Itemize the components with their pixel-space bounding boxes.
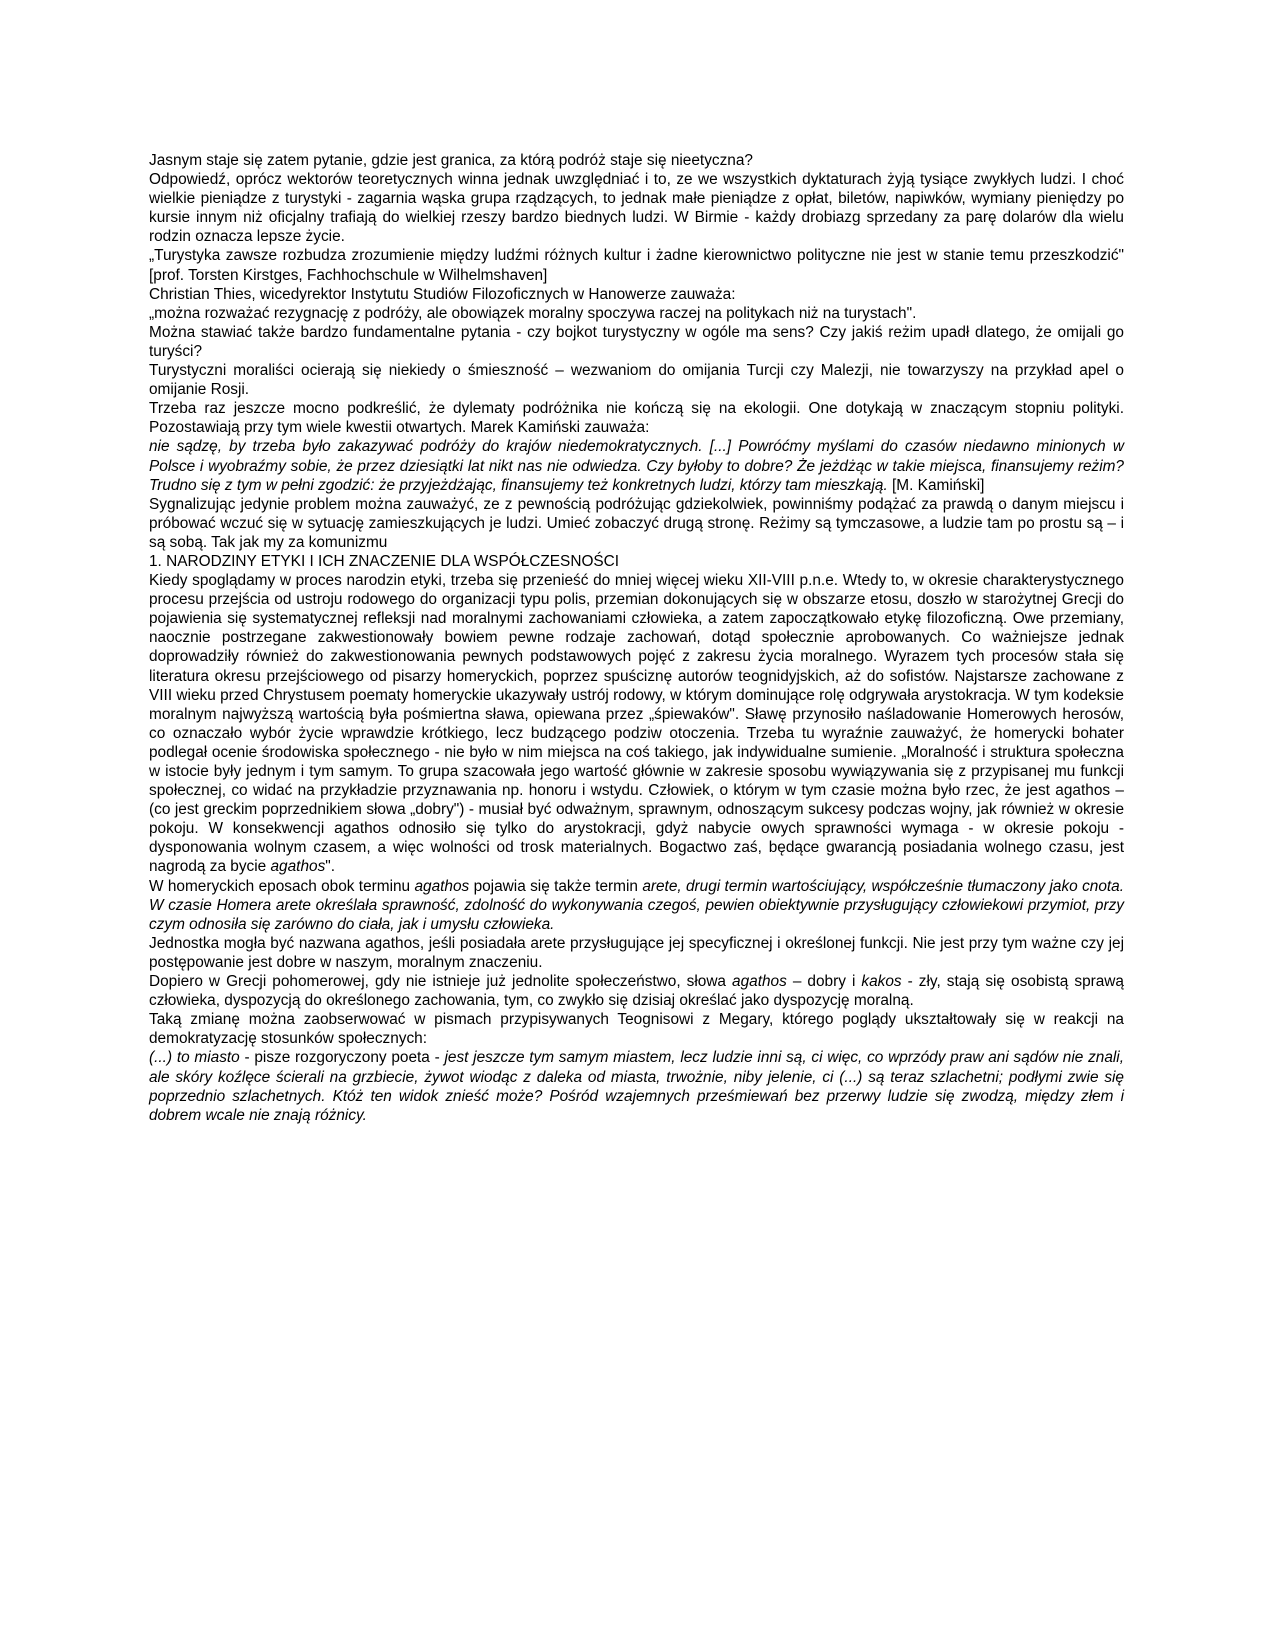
paragraph: Jednostka mogła być nazwana agathos, jeśli posiadała arete przysługujące jej specyficznej i określonej funkcji. Nie jest przy tym ważne czy jej postępowanie jest dobre w naszym, moralnym znaczeniu. xyxy=(149,934,1124,971)
document-page xyxy=(149,151,1124,1125)
quote-paragraph: „Turystyka zawsze rozbudza zrozumienie między ludźmi różnych kultur i żadne kierownictwo polityczne nie jest w stanie temu przeszkodzić" [prof. Torsten Kirstges, Fachhochschule w Wilhelmshaven] xyxy=(149,247,1124,284)
paragraph: Kiedy spoglądamy w proces narodzin etyki, trzeba się przenieść do mniej więcej wieku XII-VIII p.n.e. Wtedy to, w okresie charakterystycznego procesu przejścia od ustroju rodowego do organizacji typu polis, przemian dokonujących się w obszarze etosu, doszło w starożytnej Grecji do pojawienia się systematycznej refleksji nad moralnymi zachowaniami człowieka, a zatem zapoczątkowało etykę filozoficzną. Owe przemiany, naocznie postrzegane zakwestionowały bowiem pewne rodzaje zachowań, dotąd społecznie aprobowanych. Co ważniejsze jednak doprowadziły również do zakwestionowania pewnych podstawowych pojęć z zakresu życia moralnego. Wyrazem tych procesów stała się literatura okresu przejściowego od pisarzy homeryckich, poprzez spuściznę autorów teognidyjskich, aż do sofistów. Najstarsze zachowane z VIII wieku przed Chrystusem poematy homeryckie ukazywały ustrój rodowy, w którym dominujące rolę odgrywała arystokracja. W tym kodeksie moralnym najwyższą wartością była pośmiertna sława, opiewana przez „śpiewaków". Sławę przynosiło naśladowanie Homerowych herosów, co oznaczało wybór życie wprawdzie krótkiego, lecz budzącego podziw otoczenia. Trzeba tu wyraźnie zauważyć, że homerycki bohater podlegał ocenie środowiska społecznego - nie było w nim miejsca na coś takiego, jak indywidualne sumienie. „Moralność i struktura społeczna w istocie były jednym i tym samym. To grupa szacowała jego wartość głównie w zakresie sposobu wywiązywania się z przypisanej mu funkcji społecznej, co widać na przykładzie przyznawania np. honoru i wstydu. Człowiek, o którym w tym czasie można było rzec, że jest agathos – (co jest greckim poprzednikiem słowa „dobry") - musiał być odważnym, sprawnym, odnoszącym sukcesy podczas wojny, jak również w okresie pokoju. W konsekwencji agathos odnosiło się tylko do arystokracji, gdyż nabycie owych sprawności wymaga - w okresie pokoju - dysponowania wolnym czasem, a więc wolności od trosk materialnych. Bogactwo zaś, będące gwarancją posiadania wolnego czasu, jest nagrodą za bycie agathos". xyxy=(149,572,1124,876)
quote-reference: [M. Kamiński] xyxy=(887,476,985,494)
paragraph: Turystyczni moraliści ocierają się niekiedy o śmieszność – wezwaniom do omijania Turcji czy Malezji, nie towarzyszy na przykład apel o omijanie Rosji. xyxy=(149,362,1124,399)
paragraph: Trzeba raz jeszcze mocno podkreślić, że dylematy podróżnika nie kończą się na ekologii. One dotykają w znaczącym stopniu polityki. Pozostawiają przy tym wiele kwestii otwartych. Marek Kamiński zauważa: xyxy=(149,400,1124,437)
quote-paragraph: „można rozważać rezygnację z podróży, ale obowiązek moralny spoczywa raczej na politykach niż na turystach". xyxy=(149,304,917,322)
paragraph: Można stawiać także bardzo fundamentalne pytania - czy bojkot turystyczny w ogóle ma sens? Czy jakiś reżim upadł dlatego, że omijali go turyści? xyxy=(149,323,1124,360)
paragraph: Taką zmianę można zaobserwować w pismach przypisywanych Teognisowi z Megary, którego poglądy ukształtowały się w reakcji na demokratyzację stosunków społecznych: xyxy=(149,1011,1124,1048)
paragraph: Jasnym staje się zatem pytanie, gdzie jest granica, za którą podróż staje się nieetyczna? xyxy=(149,152,753,169)
paragraph: Dopiero w Grecji pohomerowej, gdy nie istnieje już jednolite społeczeństwo, słowa agathos – dobry i kakos - zły, stają się osobistą sprawą człowieka, dyspozycją do określonego zachowania, tym, co zwykło się dzisiaj określać jako dyspozycję moralną. xyxy=(149,973,1124,1010)
paragraph: Odpowiedź, oprócz wektorów teoretycznych winna jednak uwzględniać i to, ze we wszystkich dyktaturach żyją tysiące zwykłych ludzi. I choć wielkie pieniądze z turystyki - zagarnia wąska grupa rządzących, to jednak małe pieniądze z opłat, biletów, napiwków, wymiany pieniędzy po kursie innym niż oficjalny trafiają do wielkiej rzeszy bardzo biednych ludzi. W Birmie - każdy drobiazg sprzedany za parę dolarów dla wielu rodzin oznacza lepsze życie. xyxy=(149,171,1124,246)
paragraph: W homeryckich eposach obok terminu agathos pojawia się także termin arete, drugi termin wartościujący, współcześnie tłumaczony jako cnota. W czasie Homera arete określała sprawność, zdolność do wykonywania czegoś, pewien obiektywnie przysługujący człowiekowi przymiot, przy czym odnosiła się zarówno do ciała, jak i umysłu człowieka. xyxy=(149,877,1125,933)
quote-paragraph xyxy=(149,437,1124,494)
paragraph: Christian Thies, wicedyrektor Instytutu Studiów Filozoficznych w Hanowerze zauważa: xyxy=(149,285,736,303)
section-heading: 1. NARODZINY ETYKI I ICH ZNACZENIE DLA WSPÓŁCZESNOŚCI xyxy=(149,552,620,570)
quote-paragraph: (...) to miasto - pisze rozgoryczony poeta - jest jeszcze tym samym miastem, lecz ludzie inni są, ci więc, co wprzódy praw ani sądów nie znali, ale skóry koźlęce ścierali na grzbiecie, żywot wiodąc z daleka od miasta, trwożnie, niby jelenie, ci (...) są teraz szlachetni; podłymi zwie się poprzednio szlachetnych. Któż ten widok znieść może? Pośród wzajemnych prześmiewań bez przerwy ludzie się zwodzą, między złem i dobrem wcale nie znają różnicy. xyxy=(149,1049,1124,1124)
paragraph: Sygnalizując jedynie problem można zauważyć, ze z pewnością podróżując gdziekolwiek, powinniśmy podążać za prawdą o danym miejscu i próbować wczuć się w sytuację zamieszkujących je ludzi. Umieć zobaczyć drugą stronę. Reżimy są tymczasowe, a ludzie tam po prostu są – i są sobą. Tak jak my za komunizmu xyxy=(149,495,1124,551)
italic-quote: nie sądzę, by trzeba było zakazywać podróży do krajów niedemokratycznych. [...] Powróćmy myślami do czasów niedawno minionych w Polsce i wyobraźmy sobie, że przez dziesiątki lat nikt nas nie odwiedza. Czy byłoby to dobre? Że jeżdżąc w takie miejsca, finansujemy reżim? Trudno się z tym w pełni zgodzić: że przyjeżdżając, finansujemy też konkretnych ludzi, którzy tam mieszkają. xyxy=(149,438,1124,494)
